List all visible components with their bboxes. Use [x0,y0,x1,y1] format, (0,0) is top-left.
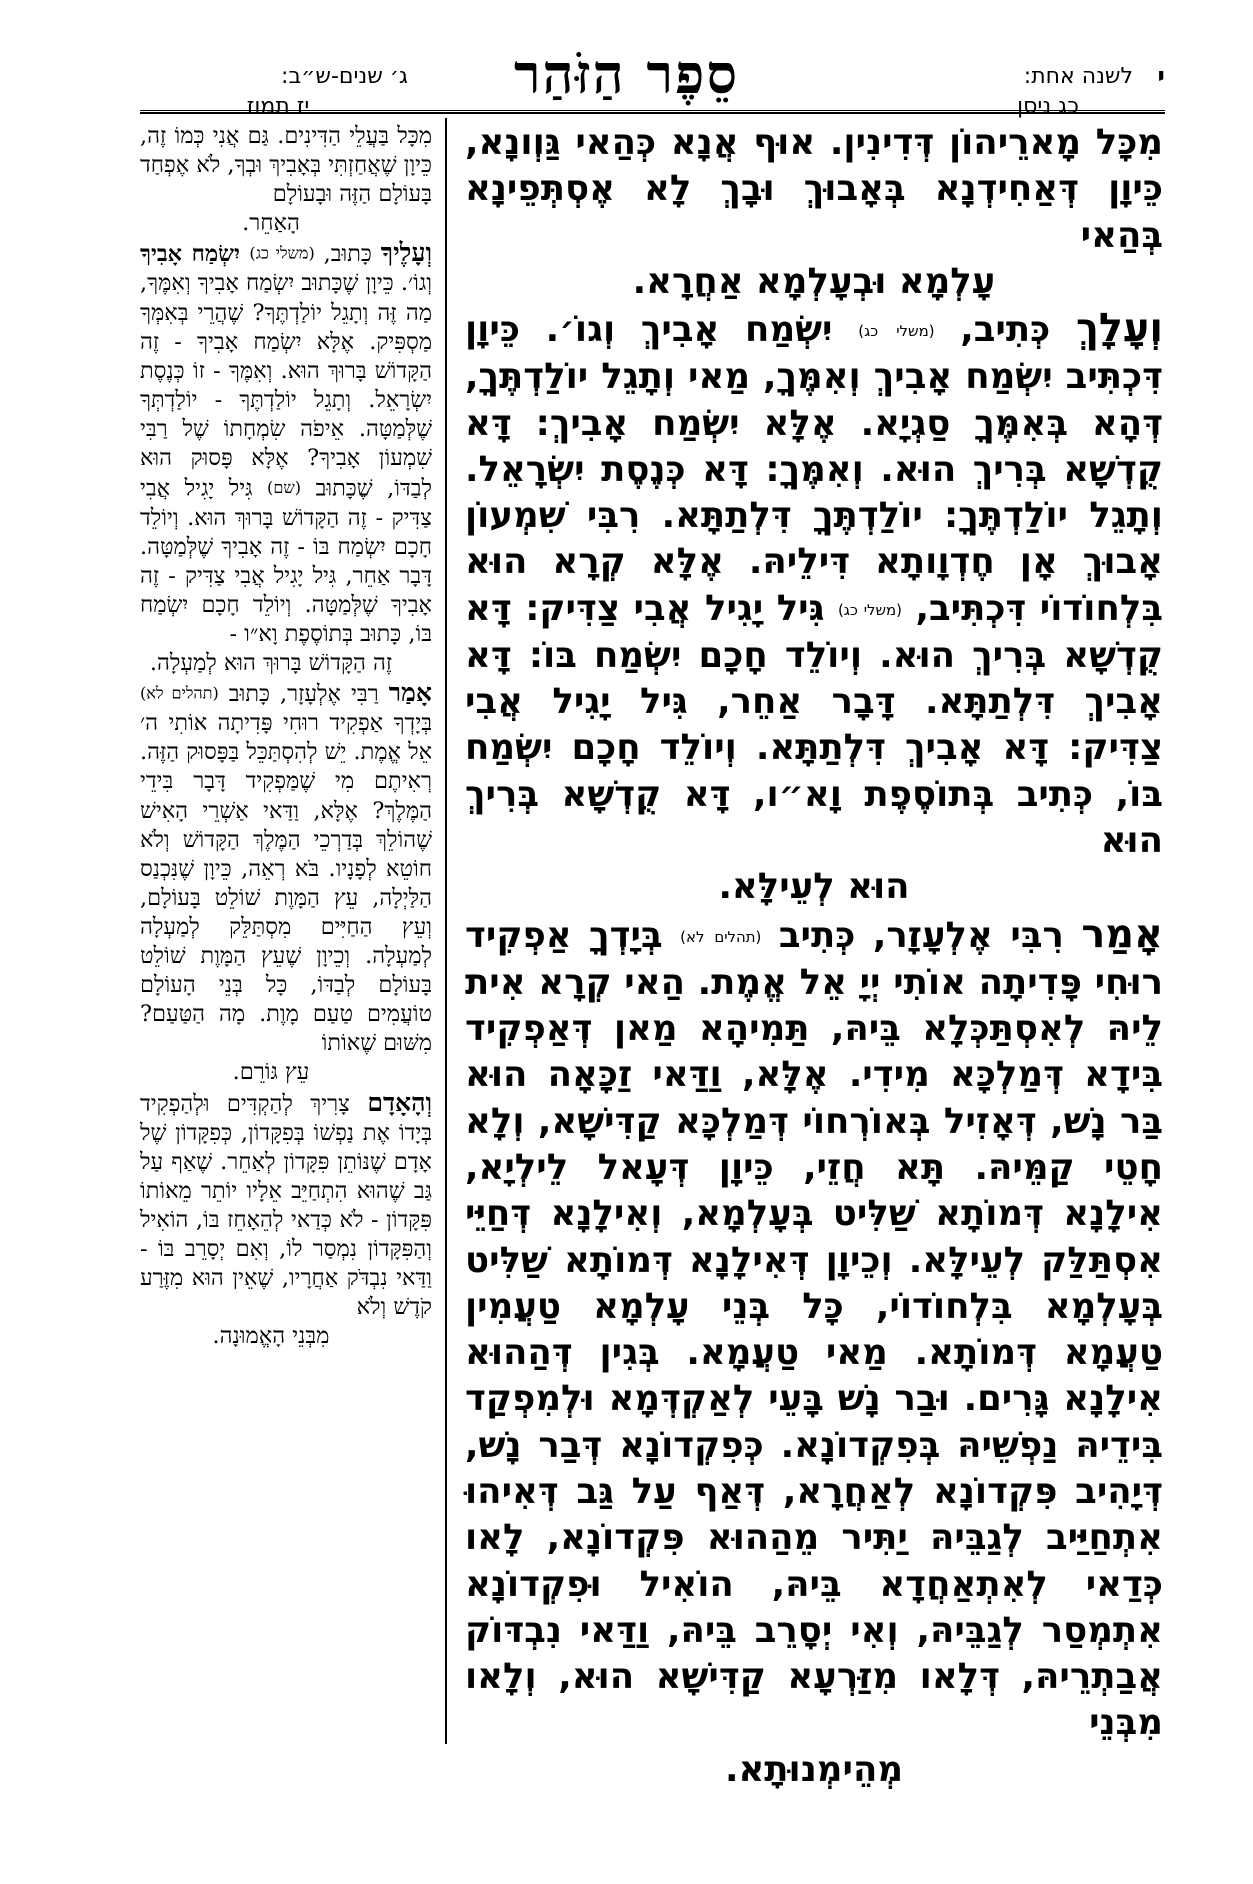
page-number: י [1157,62,1165,92]
side-p2-source-1: (משלי כג) [249,243,315,263]
side-p2-quote: יִשְׂמַח אָבִיךָ [140,241,250,268]
side-p4-lead-word: וְהָאָדָם [367,1086,432,1117]
main-p1-text: מִכָּל מָארֵיהוֹן דְּדִינִין. אוּף אֲנָא כְּהַאי גַּוְונָא, כֵּיוָן דְּאַחִידְנָא בְּאָבוּךְ וּבָךְ לָא אֶסְתְּפֵינָא בְּהַאי [465,122,1163,256]
schedule-label-three-years: ג׳ שנים-ש״ב: [281,64,408,89]
main-p3-text-c: רוּחִי פָּדִיתָה אוֹתִי יְיָ אֵל אֱמֶת. הַאי קְרָא אִית לֵיהּ לְאִסְתַּכְּלָא בֵּיהּ, תַּמִיהָא מַאן דְּאַפְקִיד בִּידָא דְּמַלְכָּא מִידִי. אֶלָּא, וַדַּאי זַכָּאָה הוּא בַּר נָשׁ, דְּאָזִיל בְּאוֹרְחוֹי דְּמַלְכָּא קַדִּישָׁא, וְלָא חָטֵי קַמֵּיהּ. תָּא חֲזֵי, כֵּיוָן דְּעָאל לֵילְיָא, אִילָנָא דְּמוֹתָא שַׁלִּיט בְּעָלְמָא, וְאִילָנָא דְּחַיֵּי אִסְתַּלַּק לְעֵילָּא. וְכֵיוָן דְּאִילָנָא דְּמוֹתָא שַׁלִּיט בְּעָלְמָא בִּלְחוֹדוֹי, כָּל בְּנֵי עָלְמָא טַעֲמִין טַעֲמָא דְּמוֹתָא. מַאי טַעֲמָא. בְּגִין דְּהַהוּא אִילָנָא גָּרִים. וּבַר נָשׁ בָּעֵי לְאַקְדְּמָא וּלְמִפְקַד בִּידֵיהּ נַפְשֵׁיהּ [465,961,1164,1466]
aramaic-text-column [465,120,1163,1793]
main-p2-text-a: כְּתִיב, [934,309,1076,351]
main-p3-text-a: רִבִּי אֶלְעָזָר, כְּתִיב [761,914,1082,956]
main-paragraph-3-end: מְהֵימְנוּתָא. [724,1748,904,1790]
main-p2-source-2: (משלי כג) [837,600,902,619]
column-divider [445,118,447,1744]
side-paragraph-1 [140,122,432,209]
main-paragraph-3 [465,911,1163,1747]
schedule-label-one-year: לשנה אחת: [1023,64,1133,89]
side-p3-source: (תהלים לא) [140,683,219,703]
main-p2-text-b: יִשְׂמַח אָבִיךְ וְגוֹ׳. כֵּיוָן [465,309,859,351]
side-p3-lead-word: אָמַר [388,677,432,708]
schedule-date-three-years: יז תמוז [246,94,310,119]
main-p2-text-c: דִּכְתִּיב יִשְׂמַח אָבִיךְ וְאִמֶּךָ, מַאי וְתָגֵל יוֹלַדְתֶּךָ, דְּהָא בְּאִמֶּךָ סַגְיָא. אֶלָּא יִשְׂמַח אָבִיךְ: דָּא קֻדְשָׁא בְּרִיךְ הוּא. וְאִמֶּךָ: דָּא כְּנֶסֶת יִשְׂרָאֵל. וְתָגֵל יוֹלַדְתֶּךָ: יוֹלַדְתֶּךָ דִּלְתַתָּא. רִבִּי שִׁמְעוֹן אָבוּךְ אָן חֶדְוָותָא דִּילֵיהּ. אֶלָּא קְרָא הוּא בִּלְחוֹדוֹי דִּכְתִּיב, [465,356,1164,629]
side-paragraph-1-end: הָאַחֵר. [242,210,300,237]
main-p2-source-1: (משלי כג) [858,321,935,340]
main-p2-lead-word: וְעָלָךְ [1075,305,1164,352]
side-paragraph-3 [140,678,432,1058]
main-paragraph-2-end: הוּא לְעֵילָּא. [718,866,910,908]
side-paragraph-2-end: זֶה הַקָּדוֹשׁ בָּרוּךְ הוּא לְמַעְלָה. [149,650,393,677]
main-paragraph-2 [465,305,1163,864]
side-paragraph-4 [140,1088,432,1323]
hebrew-translation-column [140,122,432,1351]
side-paragraph-2 [140,238,432,649]
side-p2-source-2: (שם) [267,478,302,498]
side-paragraph-4-end: מִבְּנֵי הָאֱמוּנָה. [212,1323,330,1350]
side-p2-text-a: כָּתוּב, [314,241,381,268]
main-p3-source: (תהלים לא) [680,927,762,946]
side-p4-text-a: צָרִיךְ לְהַקְדִּים וּלְהַפְקִיד בְּיָדוֹ אֶת נַפְשׁוֹ בְּפִקָּדוֹן, כְּפִקָּדוֹן שֶׁל אָדָם שֶׁנּוֹתֵן פִּקָּדוֹן לְאַחֵר. שֶׁאַף עַל גַּב שֶׁהוּא הִתְחַיֵּב אֵלָיו יוֹתֵר מֵאוֹתוֹ פִּקָּדוֹן - לֹא כְּדַאי לְהֵאָחֵז בּוֹ, הוֹאִיל וְהַפִּקָּדוֹן נִמְסַר לוֹ, וְאִם יְסָרֵב בּוֹ - וַדַּאי נִבְדֹּק אַחֲרָיו, שֶׁאֵין הוּא מִזֶּרַע קֹדֶשׁ וְלֹא [140,1090,432,1321]
side-p3-text-b: בְּיָדְךָ אַפְקִיד רוּחִי פָּדִיתָה אוֹתִי ה׳ אֵל אֱמֶת. יֵשׁ לְהִסְתַּכֵּל בַּפָּסוּק הַזֶּה. רְאִיתֶם מִי שֶׁמַּפְקִיד דָּבָר בִּידֵי הַמֶּלֶךְ? אֶלָּא, וַדַּאי אַשְׁרֵי הָאִישׁ שֶׁהוֹלֵךְ בְּדַרְכֵי הַמֶּלֶךְ הַקָּדוֹשׁ וְלֹא חוֹטֵא לְפָנָיו. בֹּא רְאֵה, כֵּיוָן שֶׁנִּכְנַס הַלַּיְלָה, עֵץ הַמָּוֶת שׁוֹלֵט בָּעוֹלָם, וְעֵץ הַחַיִּים מִסְתַּלֵּק לְמַעְלָה לְמַעְלָה. וְכֵיוָן שֶׁעֵץ הַמָּוֶת שׁוֹלֵט בָּעוֹלָם לְבַדּוֹ, כָּל בְּנֵי הָעוֹלָם טוֹעֲמִים טַעַם מָוֶת. מָה הַטַּעַם? מִשּׁוּם שֶׁאוֹתוֹ [140,710,432,1057]
side-p2-lead-word: וְעָלֶיךָ [380,237,432,268]
main-p2-text-d: גִּיל יָגִיל אֲבִי צַדִּיק: דָּא קֻדְשָׁא בְּרִיךְ הוּא. וְיוֹלֵד חָכָם יִשְׂמַח בּוֹ: דָּא אָבִיךְ דִּלְתַתָּא. דָּבָר אַחֵר, גִּיל יָגִיל אֲבִי צַדִּיק: דָּא אָבִיךְ דִּלְתַתָּא. וְיוֹלֵד חָכָם יִשְׂמַח בּוֹ, כְּתִיב בְּתוֹסֶפֶת וָא״ו, דָּא קֻדְשָׁא בְּרִיךְ הוּא [465,587,1163,862]
book-title: סֵפֶר הַזֹּהַר [513,42,740,106]
side-p2-text-c: גִּיל יָגִיל אֲבִי צַדִּיק - זֶה הַקָּדוֹשׁ בָּרוּךְ הוּא. וְיוֹלֵד חָכָם יִשְׂמַח בּוֹ - זֶה אָבִיךָ שֶׁלְּמַטָּה. דָּבָר אַחֵר, גִּיל יָגִיל אֲבִי צַדִּיק - זֶה אָבִיךָ שֶׁלְּמַטָּה. וְיוֹלֵד חָכָם יִשְׂמַח בּוֹ, כָּתוּב בְּתוֹסֶפֶת וָא״ו - [140,475,432,647]
main-paragraph-1 [465,120,1163,259]
side-p3-text-a: רַבִּי אֶלְעָזָר, כָּתוּב [218,681,389,708]
main-paragraph-1-end: עָלְמָא וּבְעָלְמָא אַחֲרָא. [632,260,996,302]
side-p2-text-b: וְגוֹ׳. כֵּיוָן שֶׁכָּתוּב יִשְׂמַח אָבִיךָ וְאִמֶּךָ, מַה זֶּה וְתָגֵל יוֹלַדְתֶּךָ? שֶׁהֲרֵי בְּאִמְּךָ מַסְפִּיק. אֶלָּא יִשְׂמַח אָבִיךָ - זֶה הַקָּדוֹשׁ בָּרוּךְ הוּא. וְאִמֶּךָ - זוֹ כְּנֶסֶת יִשְׂרָאֵל. וְתָגֵל יוֹלַדְתֶּךָ - יוֹלַדְתְּךָ שֶׁלְּמַטָּה. אֵיפֹה שִׂמְחָתוֹ שֶׁל רַבִּי שִׁמְעוֹן אָבִיךָ? אֶלָּא פָּסוּק הוּא לְבַדּוֹ, שֶׁכָּתוּב [140,270,432,502]
main-p3-lead-word: אָמַר [1081,910,1163,957]
schedule-date-one-year: כג ניסן [1017,94,1079,119]
side-p1-text: מִכָּל בַּעֲלֵי הַדִּינִים. גַּם אֲנִי כְּמוֹ זֶה, כֵּיוָן שֶׁאֲחַזְתִּי בְּאָבִיךְ וּבְךָ, לֹא אֶפְחַד בָּעוֹלָם הַזֶּה וּבָעוֹלָם [140,123,432,208]
main-p3-text-d: בְּפִקְדוֹנָא. כְּפִקְדוֹנָא דְּבַר נָשׁ, דְּיָהִיב פִּקְדוֹנָא לְאַחֲרָא, דְּאַף עַל גַּב דְּאִיהוּ אִתְחַיַּיב לְגַבֵּיהּ יַתִּיר מֵהַהוּא פִּקְדוֹנָא, לָאו כְּדַאי לְאִתְאַחֲדָא בֵּיהּ, הוֹאִיל וּפִקְדוֹנָא אִתְמְסַר לְגַבֵּיהּ, וְאִי יְסָרֵב בֵּיהּ, וַדַּאי נִבְדּוֹק אֲבַתְרֵיהּ, דְּלָאו מִזַּרְעָא קַדִּישָׁא הוּא, וְלָאו מִבְּנֵי [465,1424,1163,1744]
main-p3-text-b: בְּיָדְךָ אַפְקִיד [465,914,681,956]
header-rule [140,110,1165,114]
side-paragraph-3-end: עֵץ גּוֹרֵם. [232,1059,310,1086]
